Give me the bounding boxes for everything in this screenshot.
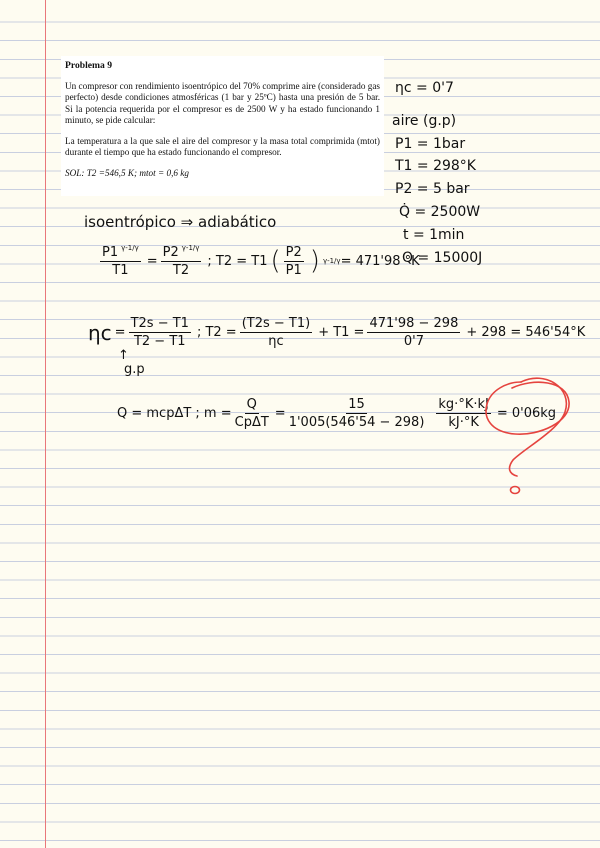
eq1-lhs-den: T1 <box>112 263 129 278</box>
eq2-plus: + T1 = <box>318 325 365 340</box>
eq1-lhs-exp: γ-1/γ <box>121 244 139 252</box>
eq3-fraction-1 <box>235 397 272 430</box>
eq3-lhs: Q = mcpΔT ; m = <box>117 406 232 421</box>
eq1-paren-num: P2 <box>285 244 302 260</box>
problem-question: La temperatura a la que sale el aire del compresor y la masa total comprimida (mtot) durante el tiempo que ha estado funcionando el compresor. <box>65 136 380 158</box>
eq2-sep: ; T2 = <box>196 325 237 340</box>
eq3-fraction-2 <box>289 397 428 430</box>
eq1-paren-exp: γ-1/γ <box>322 257 341 265</box>
eq2-eta: ηc <box>88 320 112 345</box>
eq1-rhs-num: P2 <box>162 245 179 260</box>
problem-statement: Un compresor con rendimiento isoentrópico del 70% comprime aire (considerado gas perfecto) desde condiciones atmosféricas (1 bar y 25ºC) hasta una presión de 5 bar. Si la potencia requerida por el compresor es de 2500 W y ha estado funcionando 1 minuto, se pide calcular: <box>65 81 380 125</box>
eq3-equals: = <box>274 406 286 421</box>
eq1-equals: = <box>146 253 158 269</box>
red-question-mark-icon <box>455 370 575 500</box>
eq2-den2: ηc <box>268 334 284 349</box>
note-qdot: Q̇ = 2500W <box>399 204 481 220</box>
eq3-num3: kg·°K·kJ <box>438 397 489 412</box>
eq1-paren-close: ) <box>309 246 320 276</box>
equation-1 <box>100 244 423 278</box>
problem-title: Problema 9 <box>65 60 112 71</box>
eq1-rhs-exp: γ-1/γ <box>181 244 200 252</box>
problem-card <box>61 56 384 196</box>
eq3-den3: kJ·°K <box>448 415 479 430</box>
note-p1: P1 = 1bar <box>395 136 466 152</box>
eq3-num2: 15 <box>348 397 365 412</box>
eq1-rhs-fraction <box>161 244 205 278</box>
eq3-den1: CpΔT <box>234 415 269 430</box>
note-q: Q = 15000J <box>402 250 483 266</box>
up-arrow-icon: ↑ <box>118 348 129 363</box>
note-t1: T1 = 298°K <box>395 158 476 174</box>
eq3-num1: Q <box>246 397 257 412</box>
note-isoentropico: isoentrópico ⇒ adiabático <box>84 213 277 231</box>
eq1-lhs-fraction <box>100 244 144 278</box>
eq2-den: T2 − T1 <box>133 334 186 349</box>
note-p2: P2 = 5 bar <box>395 181 470 197</box>
eq2-fraction-1 <box>129 316 194 349</box>
eq3-result: = 0'06kg <box>496 406 557 421</box>
equation-2 <box>88 316 588 349</box>
eq2-fraction-2 <box>240 316 316 349</box>
note-aire: aire (g.p) <box>392 113 457 129</box>
note-eta: ηc = 0'7 <box>395 80 454 96</box>
eq1-result: = 471'98 °K <box>340 253 420 269</box>
eq2-num2: (T2s − T1) <box>241 316 311 331</box>
eq1-paren-open: ( <box>270 246 281 276</box>
problem-solution: SOL: T2 =546,5 K; mtot = 0,6 kg <box>65 168 189 179</box>
eq2-equals: = <box>114 325 126 340</box>
eq2-den3: 0'7 <box>403 334 424 349</box>
note-t: t = 1min <box>403 227 465 243</box>
note-gp: g.p <box>124 362 145 377</box>
eq3-den2: 1'005(546'54 − 298) <box>288 415 425 430</box>
eq1-sep: ; T2 = T1 <box>207 253 268 269</box>
eq2-num3: 471'98 − 298 <box>369 316 459 331</box>
eq2-result: + 298 = 546'54°K <box>466 325 586 340</box>
eq1-paren-den: P1 <box>285 262 302 278</box>
eq2-num: T2s − T1 <box>130 316 189 331</box>
eq1-lhs-num: P1 <box>102 245 119 260</box>
eq1-paren-fraction <box>284 245 307 278</box>
margin-line <box>45 0 46 848</box>
eq2-fraction-3 <box>367 316 463 349</box>
eq1-rhs-den: T2 <box>172 263 190 278</box>
